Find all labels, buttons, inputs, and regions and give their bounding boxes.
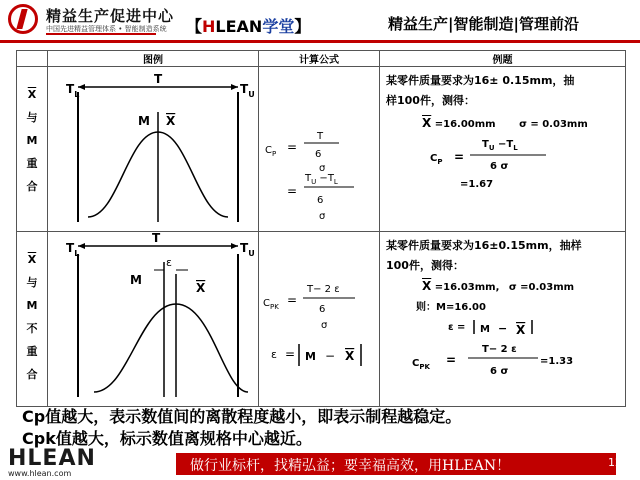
svg-text:TU −TL: $T_U -T_L$	[482, 139, 518, 152]
tl-label: $T_L$	[66, 241, 80, 258]
svg-text:ε =: ε =	[448, 322, 466, 333]
example2-line1: 某零件质量要求为16±0.15mm，抽样	[386, 239, 582, 252]
row-label-coincide: $\overline{X}$ 与 M 重 合	[17, 67, 48, 232]
svg-text:6 σ: 6 σ	[490, 366, 509, 377]
formula-cp	[259, 67, 380, 232]
example-not-coincide	[380, 232, 626, 407]
legend-chart-coincide	[48, 67, 259, 232]
eps-symbol: ε	[271, 348, 277, 361]
header-blank	[17, 51, 48, 67]
header-formula: 计算公式	[259, 51, 380, 67]
formula-cp-svg	[259, 67, 379, 227]
xbar-label: X	[196, 281, 206, 295]
footer-url: www.hlean.com	[8, 469, 72, 478]
svg-text:M: M	[480, 324, 490, 335]
cp-eq1: =	[287, 140, 298, 154]
tu-label: $T_U$	[240, 82, 255, 99]
cp-tu-tl: $T_U -T_L$	[305, 173, 338, 186]
conclusion-cp: Cp值越大，表示数值间的离散程度越小，即表示制程越稳定。	[22, 407, 462, 426]
cpk-symbol: $C_{PK}$	[263, 298, 279, 311]
example1-measure: $\overline{X} =16.00mm$ σ = 0.03mm	[422, 116, 588, 130]
brand-underline	[46, 33, 156, 35]
svg-text:X: X	[516, 323, 526, 337]
example2-line2: 100件，测得：	[386, 259, 464, 272]
svg-text:CPK: $C_{PK}$	[412, 358, 430, 371]
arrow-head-right	[231, 84, 238, 90]
svg-text:=1.33: =1.33	[540, 356, 574, 367]
brand-subtitle: 中国先进精益管理体系 • 智能制造系统	[46, 25, 167, 33]
example2-m: 则：M=16.00	[416, 302, 486, 313]
cp-sigma1: σ	[319, 163, 326, 174]
m-label: M	[130, 273, 142, 287]
cp-sigma2: σ	[319, 211, 326, 222]
svg-text:CP: $C_P$	[430, 153, 443, 166]
t-label: T	[154, 72, 163, 86]
svg-text:=: =	[446, 353, 457, 367]
example2-measure: $\overline{X} =16.03mm$, σ =0.03mm	[422, 279, 575, 293]
example1-formula	[386, 135, 606, 195]
example1-line2: 样100件，测得：	[386, 94, 475, 107]
cpk-eq: =	[287, 293, 298, 307]
cp-symbol: $C_P$	[265, 145, 277, 158]
footer-logo: HLEAN	[8, 446, 96, 471]
formula-cpk-svg	[259, 232, 379, 402]
header-divider	[0, 40, 640, 43]
m-label: M	[138, 114, 150, 128]
arrow-head-right	[231, 243, 238, 249]
cp-six: 6	[315, 149, 322, 160]
header-example: 例题	[380, 51, 626, 67]
xbar-label: X	[166, 114, 176, 128]
example2-formula	[386, 318, 606, 388]
eps-label: ε	[166, 256, 172, 269]
tl-label: $T_L$	[66, 82, 80, 99]
svg-text:T− 2 ε: T− 2 ε	[482, 344, 517, 355]
brand-name: 精益生产促进中心	[46, 7, 175, 25]
t-label: T	[152, 232, 161, 245]
formula-cpk	[259, 232, 380, 407]
page-number: 12	[608, 456, 622, 469]
bell-curve-chart	[48, 67, 258, 227]
bell-curve	[94, 304, 248, 392]
table-row-coincide	[17, 67, 626, 232]
cp-eq2: =	[287, 184, 298, 198]
legend-chart-not-coincide	[48, 232, 259, 407]
cp-six2: 6	[317, 195, 324, 206]
cp-t: T	[317, 131, 324, 142]
svg-text:M: M	[305, 350, 316, 363]
header-legend: 图例	[48, 51, 259, 67]
hlean-school-title: 【HLEAN学堂】	[186, 17, 311, 36]
table-header-row	[17, 51, 626, 67]
svg-text:=1.67: =1.67	[460, 179, 494, 190]
example-coincide	[380, 67, 626, 232]
table-row-not-coincide	[17, 232, 626, 407]
cpk-num: T− 2 ε	[307, 284, 340, 295]
svg-text:=: =	[454, 150, 465, 164]
cpk-sigma: σ	[321, 320, 328, 331]
svg-text:−: −	[498, 322, 508, 335]
conclusion-cpk: Cpk值越大，标示数值离规格中心越近。	[22, 429, 312, 448]
cp-cpk-table	[16, 50, 626, 407]
row-label-not-coincide: $\overline{X}$ 与 M 不 重 合	[17, 232, 48, 407]
svg-text:−: −	[325, 349, 336, 363]
cpk-six: 6	[319, 304, 326, 315]
svg-text:6 σ: 6 σ	[490, 161, 509, 172]
example1-line1: 某零件质量要求为16± 0.15mm，抽	[386, 74, 575, 87]
footer-slogan: 做行业标杆，找精弘益；要幸福高效，用HLEAN！	[190, 458, 511, 474]
tu-label: $T_U$	[240, 241, 255, 258]
brand-logo-icon	[8, 4, 38, 34]
eps-eq: =	[285, 347, 296, 361]
shifted-bell-curve-chart	[48, 232, 258, 402]
svg-text:X: X	[345, 349, 355, 363]
header-slogan: 精益生产|智能制造|管理前沿	[388, 15, 579, 33]
